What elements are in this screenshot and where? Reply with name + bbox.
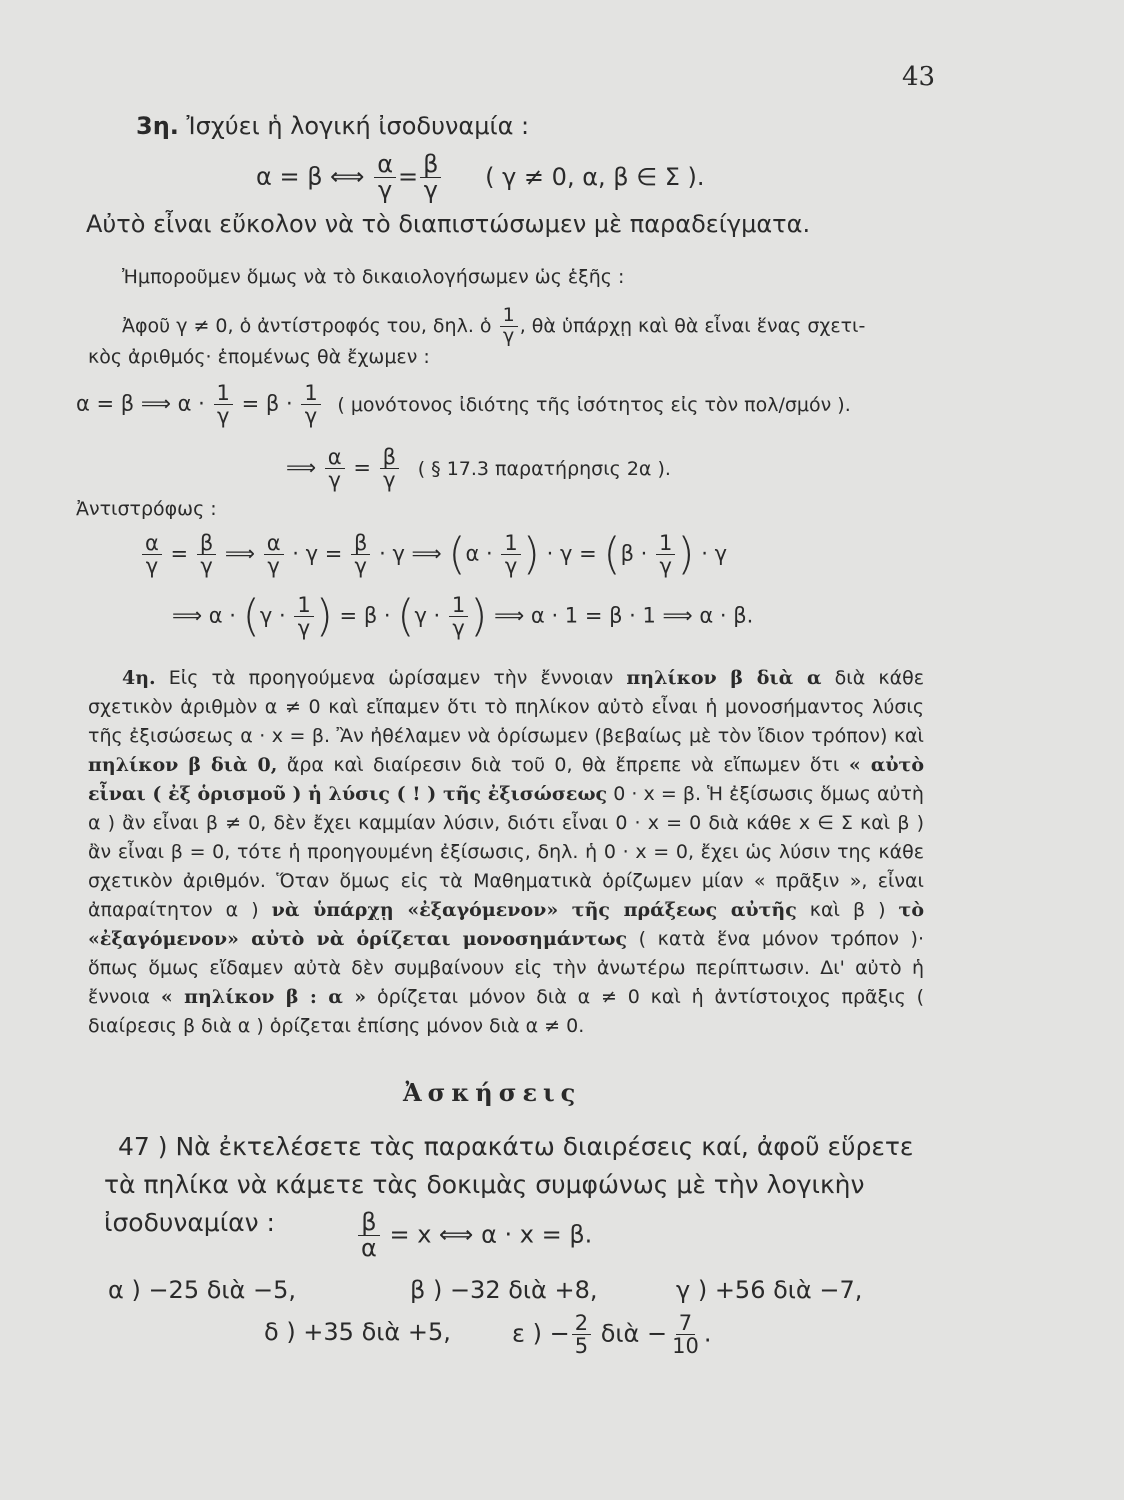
exercise-equivalence: $\frac{\beta}{\alpha}$ = x ⟺ α · x = β. — [356, 1210, 592, 1261]
section-3-title: Ἰσχύει ἡ λογική ἰσοδυναμία : — [186, 112, 530, 140]
fraction-beta-gamma: $\frac{\beta}{\gamma}$ — [420, 152, 441, 203]
fraction-alpha-gamma: $\frac{\alpha}{\gamma}$ — [374, 152, 396, 203]
since-sentence: Ἀφοῦ γ ≠ 0, ὁ ἀντίστροφός του, δηλ. ὁ $\frac{1}{\gamma}$ , θὰ ὑπάρχῃ καὶ θὰ εἶναι ἕνας σχετι- — [122, 304, 866, 347]
section-4-paragraph: 4η. Εἰς τὰ προηγούμενα ὡρίσαμεν τὴν ἔννοιαν πηλίκον β διὰ α διὰ κάθε σχετικὸν ἀριθμὸν α ≠ 0 καὶ εἴπαμεν ὅτι τὸ πηλίκον αὐτὸ εἶναι ἡ μονοσήμαντος λύσις τῆς ἐξισώσεως α · x = β. Ἂν ἠθέλαμεν νὰ ὁρίσωμεν (βεβαίως μὲ τὸν ἴδιον τρόπον) καὶ πηλίκον β διὰ 0, ἄρα καὶ διαίρεσιν διὰ τοῦ 0, θὰ ἔπρεπε νὰ εἴπωμεν ὅτι « αὐτὸ εἶναι ( ἐξ ὁρισμοῦ ) ἡ λύσις ( ! ) τῆς ἐξισώσεως 0 · x = β. Ἡ ἐξίσωσις ὅμως αὐτὴ α ) ἂν εἶναι β ≠ 0, δὲν ἔχει καμμίαν λύσιν, διότι εἶναι 0 · x = 0 διὰ κάθε x ∈ Σ καὶ β ) ἂν εἶναι β = 0, τότε ἡ προηγουμένη ἐξίσωσις, δηλ. ἡ 0 · x = 0, ἔχει ὡς λύσιν της κάθε σχετικὸν ἀριθμόν. Ὅταν ὅμως εἰς τὰ Μαθηματικὰ ὁρίζωμεν μίαν « πρᾶξιν », εἶναι ἀπαραίτητον α ) νὰ ὑπάρχῃ «ἐξαγόμενον» τῆς πράξεως αὐτῆς καὶ β ) τὸ «ἐξαγόμενον» αὐτὸ νὰ ὁρίζεται μονοσημάντως ( κατὰ ἕνα μόνον τρόπον )· ὅπως ὅμως εἴδαμεν αὐτὰ δὲν συμβαίνουν εἰς τὴν ἀνωτέρω περίπτωσιν. Δι' αὐτὸ ἡ ἔννοια « πηλίκον β : α » ὁρίζεται μόνον διὰ α ≠ 0 καὶ ἡ ἀντίστοιχος πρᾶξις ( διαίρεσις β διὰ α ) ὁρίζεται ἐπίσης μόνον διὰ α ≠ 0. — [88, 667, 925, 1037]
fraction-one-gamma: $\frac{1}{\gamma}$ — [500, 306, 518, 347]
exercise-item-e: ε ) − $\frac{2}{5}$ διὰ − $\frac{7}{10}$ . — [512, 1311, 712, 1359]
derivation-line-1: α = β ⟹ α · $\frac{1}{\gamma}$ = β · $\frac{1}{\gamma}$ ( μονότονος ἰδιότης τῆς ἰσότητος εἰς τὸν πολ/σμόν ). — [76, 381, 851, 429]
converse-line-2: ⟹ α · (γ · $\frac{1}{\gamma}$ ) = β · (γ · $\frac{1}{\gamma}$ ) ⟹ α · 1 = β · 1 ⟹ α · β. — [172, 590, 754, 642]
exercise-47-text: 47 ) Νὰ ἐκτελέσετε τὰς παρακάτω διαιρέσεις καί, ἀφοῦ εὕρετε τὰ πηλίκα νὰ κάμετε τὰς δοκιμὰς συμφώνως μὲ τὴν λογικὴν ἰσοδυναμίαν : — [104, 1132, 914, 1237]
section-3-heading — [136, 112, 529, 140]
exercises-title: Ἀσκήσεις — [403, 1078, 582, 1107]
monotone-note: ( μονότονος ἰδιότης τῆς ἰσότητος εἰς τὸν πολ/σμόν ). — [337, 393, 851, 416]
easy-sentence: Αὐτὸ εἶναι εὔκολον νὰ τὸ διαπιστώσωμεν μὲ παραδείγματα. — [86, 210, 811, 238]
exercise-item-b: β ) −32 διὰ +8, — [410, 1276, 598, 1304]
equivalence-formula: α = β ⟺ $\frac{\alpha}{\gamma}$ = $\frac{\beta}{\gamma}$ ( γ ≠ 0, α, β ∈ Σ ). — [256, 150, 705, 205]
formula-left: α = β — [256, 162, 323, 191]
section-3-label: 3η. — [136, 112, 179, 140]
remark-note: ( § 17.3 παρατήρησις 2α ). — [417, 457, 671, 480]
formula-arrow: ⟺ — [330, 162, 365, 191]
formula-condition: ( γ ≠ 0, α, β ∈ Σ ). — [485, 162, 705, 191]
page-number: 43 — [902, 62, 936, 92]
justify-sentence: Ἠμποροῦμεν ὅμως νὰ τὸ δικαιολογήσωμεν ὡς ἑξῆς : — [122, 266, 625, 288]
exercise-item-c: γ ) +56 διὰ −7, — [676, 1276, 863, 1304]
converse-line-1: $\frac{\alpha}{\gamma}$ = $\frac{\beta}{\gamma}$ ⟹ $\frac{\alpha}{\gamma}$ · γ = $\frac{\beta}{\gamma}$ · γ ⟹ (α · $\frac{1}{\gamma}$ ) · γ = (β · $\frac{1}{\gamma}$ ) · γ — [140, 532, 727, 577]
exercise-item-d: δ ) +35 διὰ +5, — [264, 1318, 451, 1346]
since-sentence-line2: κὸς ἀριθμός· ἑπομένως θὰ ἔχωμεν : — [88, 346, 430, 368]
section-4-label: 4η. — [122, 667, 156, 689]
derivation-line-2: ⟹ $\frac{\alpha}{\gamma}$ = $\frac{\beta}{\gamma}$ ( § 17.3 παρατήρησις 2α ). — [286, 445, 671, 493]
converse-label: Ἀντιστρόφως : — [76, 498, 217, 520]
exercise-item-a: α ) −25 διὰ −5, — [108, 1276, 296, 1304]
